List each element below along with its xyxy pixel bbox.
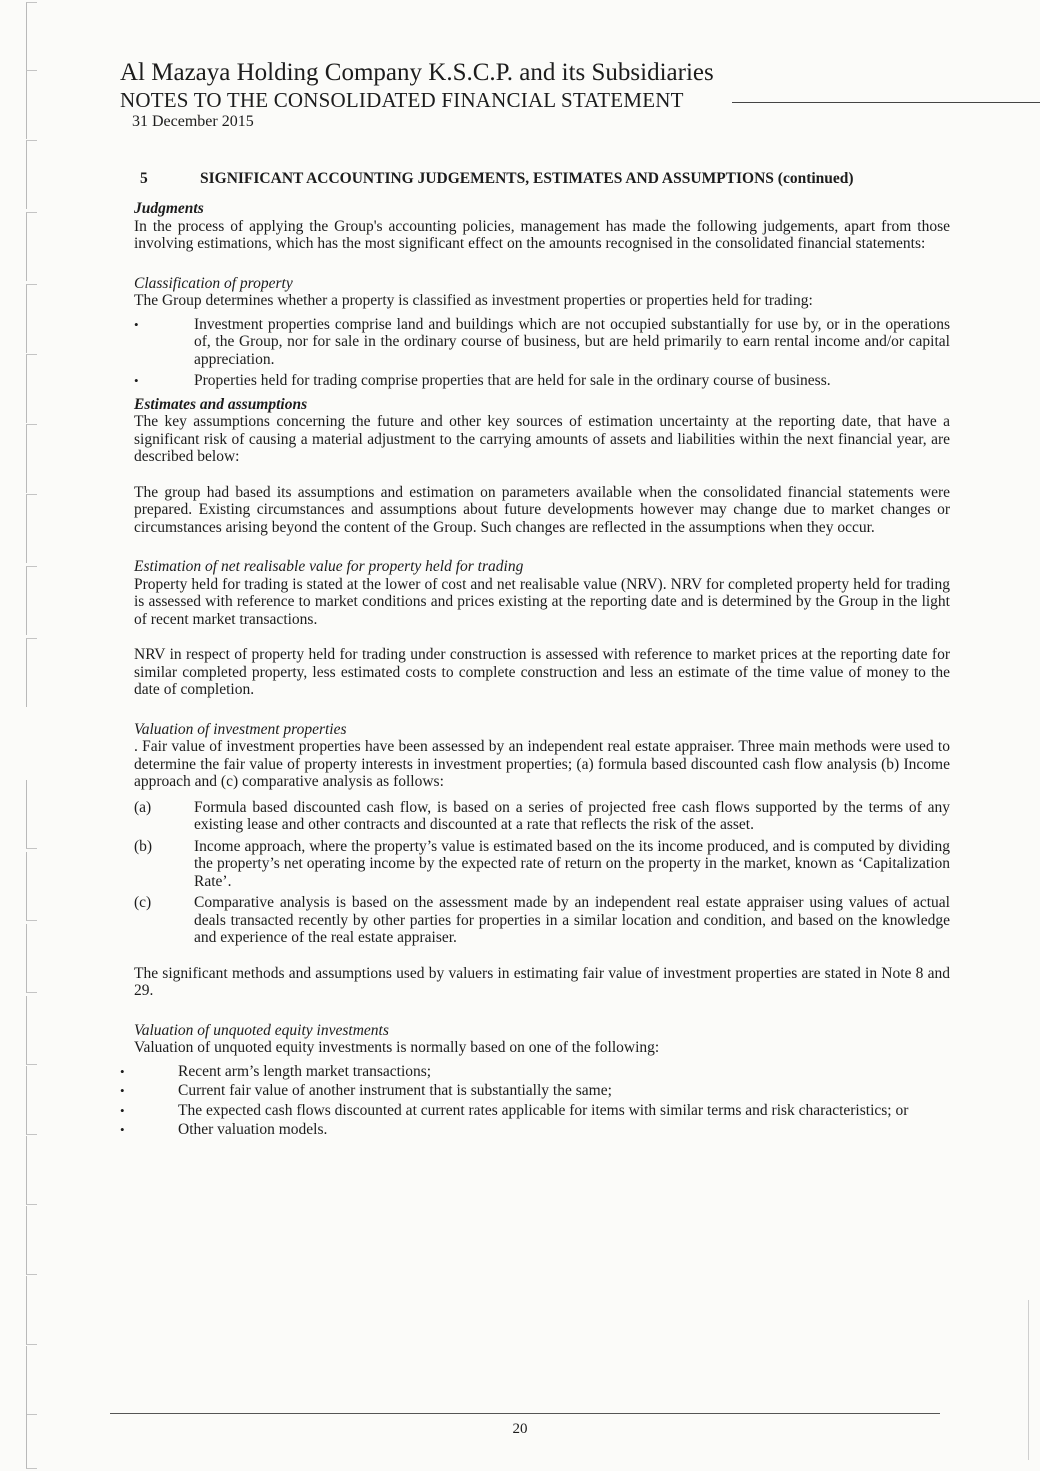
edge-mark bbox=[26, 70, 37, 139]
edge-mark bbox=[26, 1276, 37, 1345]
list-item bbox=[134, 894, 950, 947]
edge-mark bbox=[26, 780, 37, 849]
investment-closing: The significant methods and assumptions used by valuers in estimating fair value of investment properties are stated in Note 8 and 29. bbox=[134, 964, 950, 999]
list-item bbox=[134, 838, 950, 891]
footer-rule bbox=[110, 1413, 940, 1414]
section-number: 5 bbox=[140, 170, 148, 187]
list-item: • The expected cash flows discounted at current rates applicable for items with similar terms and risk characteristics; or bbox=[120, 1102, 950, 1120]
classification-heading: Classification of property bbox=[134, 274, 293, 292]
estimates-paragraph-1: The key assumptions concerning the future and other key sources of estimation uncertainty at the reporting date, that have a significant risk of causing a material adjustment to the carrying amounts of assets and liabilities within the next financial year, are described below: bbox=[134, 413, 950, 465]
valuation-methods-list bbox=[134, 799, 950, 947]
estimates-heading: Estimates and assumptions bbox=[134, 395, 308, 413]
edge-mark bbox=[26, 566, 37, 635]
statement-date: 31 December 2015 bbox=[132, 113, 254, 130]
edge-mark bbox=[26, 638, 37, 707]
nrv-paragraph-1: Property held for trading is stated at the lower of cost and net realisable value (NRV). NRV for completed property held for trading is assessed with reference to market conditions and prices existing at the reporting date and is determined by the Group in the light of recent market transactions. bbox=[134, 575, 950, 628]
unquoted-intro: Valuation of unquoted equity investments is normally based on one of the following: bbox=[134, 1039, 660, 1056]
list-item: • Current fair value of another instrument that is substantially the same; bbox=[120, 1082, 950, 1100]
unquoted-list bbox=[120, 1063, 950, 1139]
judgments-heading: Judgments bbox=[134, 200, 204, 217]
edge-mark bbox=[26, 996, 37, 1065]
investment-intro: . Fair value of investment properties have been assessed by an independent real estate appraiser. Three main methods were used to determine the fair value of property interests in investment properties; (a) formula based discounted cash flow analysis (b) Income approach and (c) comparative analysis as follows: bbox=[134, 738, 950, 790]
notes-title: NOTES TO THE CONSOLIDATED FINANCIAL STATEMENT bbox=[120, 88, 684, 112]
header-rule bbox=[732, 102, 1040, 103]
list-item: • Investment properties comprise land and buildings which are not occupied substantially for use by, or in the operations of, the Group, nor for sale in the ordinary course of business, but are held primarily to earn rental income and/or capital appreciation. bbox=[134, 316, 950, 369]
investment-heading: Valuation of investment properties bbox=[134, 720, 347, 738]
edge-mark bbox=[26, 494, 37, 563]
scan-edge bbox=[1028, 1300, 1029, 1460]
classification-intro: The Group determines whether a property is classified as investment properties or properties held for trading: bbox=[134, 292, 813, 309]
item-text: Comparative analysis is based on the assessment made by an independent real estate appraiser using values of actual deals transacted recently by other parties for properties in a similar location and condition, and based on the knowledge and experience of the real estate appraiser. bbox=[194, 894, 950, 946]
item-label: (a) bbox=[134, 798, 152, 816]
item-label: (b) bbox=[134, 837, 153, 855]
page-number: 20 bbox=[512, 1421, 528, 1437]
edge-mark bbox=[26, 1066, 37, 1135]
nrv-heading: Estimation of net realisable value for property held for trading bbox=[134, 558, 524, 575]
section-heading bbox=[140, 170, 950, 188]
edge-mark bbox=[26, 212, 37, 281]
edge-mark bbox=[26, 852, 37, 921]
edge-mark bbox=[26, 140, 37, 209]
edge-mark bbox=[26, 2, 37, 71]
section-title: SIGNIFICANT ACCOUNTING JUDGEMENTS, ESTIMATES AND ASSUMPTIONS (continued) bbox=[200, 170, 854, 187]
item-text: Income approach, where the property’s value is estimated based on the its income produced, and is computed by dividing the property’s net operating income by the expected rate of return on the property in the market, known as ‘Capitalization Rate’. bbox=[194, 837, 950, 890]
binding-edge-marks bbox=[12, 0, 42, 1471]
edge-mark bbox=[26, 1206, 37, 1275]
list-item bbox=[134, 799, 950, 834]
section-body bbox=[134, 200, 950, 1139]
judgments-intro: In the process of applying the Group's accounting policies, management has made the following judgements, apart from those involving estimations, which has the most significant effect on the amounts recognised in the consolidated financial statements: bbox=[134, 217, 950, 252]
edge-mark bbox=[26, 1136, 37, 1205]
list-item: • Properties held for trading comprise properties that are held for sale in the ordinary course of business. bbox=[134, 372, 950, 390]
edge-mark bbox=[26, 424, 37, 493]
list-item: • Other valuation models. bbox=[120, 1121, 950, 1139]
edge-mark bbox=[26, 924, 37, 993]
list-item: • Recent arm’s length market transactions; bbox=[120, 1063, 950, 1081]
unquoted-heading: Valuation of unquoted equity investments bbox=[134, 1021, 389, 1039]
edge-mark bbox=[26, 284, 37, 353]
edge-mark bbox=[26, 354, 37, 423]
item-label: (c) bbox=[134, 894, 152, 911]
classification-list bbox=[134, 316, 950, 390]
company-name: Al Mazaya Holding Company K.S.C.P. and its Subsidiaries bbox=[120, 59, 714, 86]
item-text: Formula based discounted cash flow, is based on a series of projected free cash flows supported by the terms of any existing lease and other contracts and discounted at a rate that reflects the risk of the asset. bbox=[194, 798, 950, 833]
nrv-paragraph-2: NRV in respect of property held for trading under construction is assessed with reference to market prices at the reporting date for similar completed property, less estimated costs to complete construction and less an estimate of the time value of money to the date of completion. bbox=[134, 646, 950, 698]
estimates-paragraph-2: The group had based its assumptions and estimation on parameters available when the consolidated financial statements were prepared. Existing circumstances and assumptions about future developments however may change due to market changes or circumstances arising beyond the content of the Group. Such changes are reflected in the assumptions when they occur. bbox=[134, 483, 950, 536]
page-content bbox=[120, 58, 950, 1141]
